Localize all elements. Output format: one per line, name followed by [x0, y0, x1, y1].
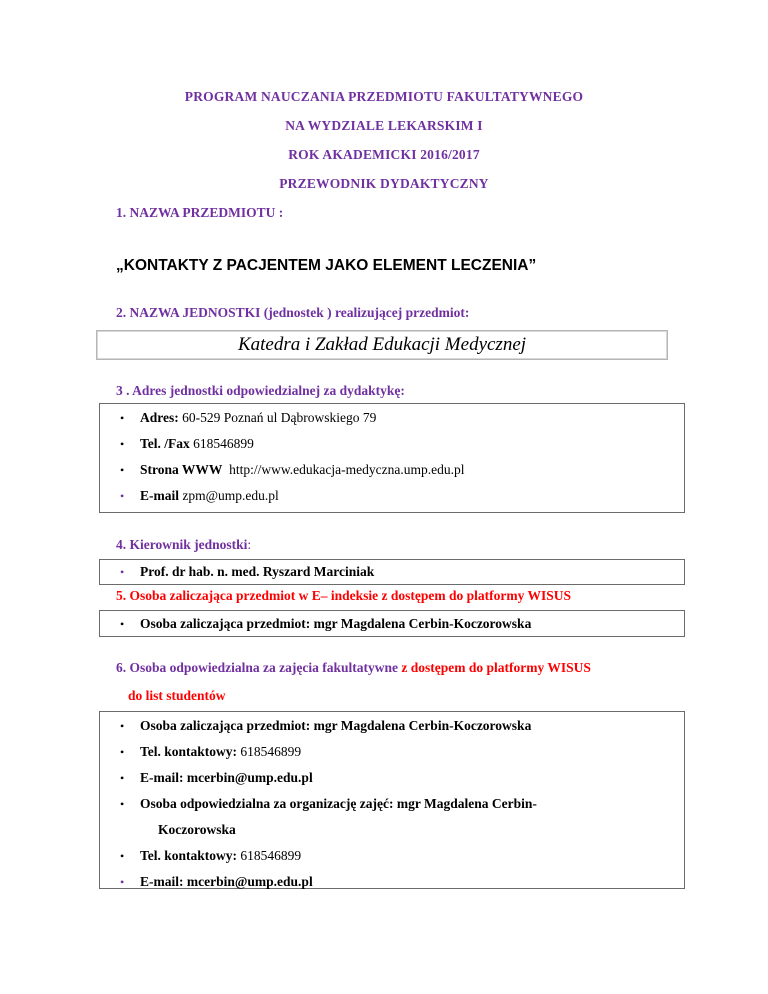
- section-6-heading-line2: do list studentów: [128, 688, 226, 703]
- organizer-name-cont: Koczorowska: [158, 822, 236, 837]
- section-6-heading-red: z dostępem do platformy WISUS: [401, 660, 591, 675]
- phone-fax-label: Tel. /Fax: [140, 436, 190, 451]
- website-label: Strona WWW: [140, 462, 223, 477]
- list-item: [100, 616, 684, 632]
- subject-name: „KONTAKTY Z PACJENTEM JAKO ELEMENT LECZENIA”: [116, 257, 537, 274]
- document-header: [0, 82, 768, 198]
- coordinator-box: [99, 711, 685, 889]
- phone-label: Tel. kontaktowy:: [140, 848, 238, 863]
- bullet-icon: •: [120, 565, 125, 579]
- section-3-heading: 3 . Adres jednostki odpowiedzialnej za dydaktykę:: [116, 383, 405, 398]
- list-item: [100, 796, 684, 822]
- list-item: [100, 410, 684, 436]
- phone-fax-value: 618546899: [189, 436, 254, 451]
- department-name: Katedra i Zakład Edukacji Medycznej: [237, 334, 527, 355]
- list-item: [100, 436, 684, 462]
- phone-label: Tel. kontaktowy:: [140, 744, 238, 759]
- grader-list: [100, 611, 684, 632]
- list-item: [100, 874, 684, 900]
- list-item: [100, 564, 684, 580]
- list-item: [100, 718, 684, 744]
- section-1-heading: 1. NAZWA PRZEDMIOTU :: [116, 205, 284, 220]
- section-6-heading-purple: 6. Osoba odpowiedzialna za zajęcia fakultatywne: [116, 660, 402, 675]
- list-item: [100, 848, 684, 874]
- section-4-heading: [116, 537, 251, 553]
- bullet-icon: •: [120, 617, 125, 631]
- address-list: [100, 404, 684, 514]
- grader-box: [99, 610, 685, 637]
- phone-value: 618546899: [237, 848, 302, 863]
- section-4-heading-colon: :: [247, 537, 252, 552]
- email-link[interactable]: E-mail: mcerbin@ump.edu.pl: [140, 874, 313, 889]
- website-link[interactable]: http://www.edukacja-medyczna.ump.edu.pl: [222, 462, 465, 477]
- address-box: [99, 403, 685, 513]
- bullet-icon: •: [120, 719, 125, 733]
- grader-name: Osoba zaliczająca przedmiot: mgr Magdalena Cerbin-Koczorowska: [140, 718, 532, 733]
- header-line-year: ROK AKADEMICKI 2016/2017: [288, 147, 480, 162]
- section-4-heading-text: 4. Kierownik jednostki: [116, 537, 248, 552]
- header-line-faculty: NA WYDZIALE LEKARSKIM I: [285, 118, 483, 133]
- coordinator-list: [100, 712, 684, 900]
- bullet-icon: •: [120, 437, 125, 451]
- list-item: [100, 744, 684, 770]
- bullet-icon: •: [120, 463, 125, 477]
- list-item: [100, 770, 684, 796]
- email-link[interactable]: E-mail: mcerbin@ump.edu.pl: [140, 770, 313, 785]
- bullet-icon: •: [120, 489, 125, 503]
- unit-head-name: Prof. dr hab. n. med. Ryszard Marciniak: [140, 564, 375, 579]
- address-value: 60-529 Poznań ul Dąbrowskiego 79: [178, 410, 377, 425]
- bullet-icon: •: [120, 875, 125, 889]
- grader-name: Osoba zaliczająca przedmiot: mgr Magdalena Cerbin-Koczorowska: [140, 616, 532, 631]
- bullet-icon: •: [120, 771, 125, 785]
- unit-head-box: [99, 559, 685, 585]
- bullet-icon: •: [120, 797, 125, 811]
- address-label: Adres:: [140, 410, 179, 425]
- header-line-guide: PRZEWODNIK DYDAKTYCZNY: [279, 176, 489, 191]
- section-5-heading: 5. Osoba zaliczająca przedmiot w E– indeksie z dostępem do platformy WISUS: [116, 588, 571, 603]
- bullet-icon: •: [120, 849, 125, 863]
- list-item-continuation: [100, 822, 684, 844]
- bullet-icon: •: [120, 411, 125, 425]
- department-box: [96, 330, 668, 360]
- list-item: [100, 462, 684, 488]
- list-item: [100, 488, 684, 514]
- section-6-heading: [116, 660, 591, 676]
- organizer-name: Osoba odpowiedzialna za organizację zajęć: mgr Magdalena Cerbin-: [140, 796, 537, 811]
- bullet-icon: •: [120, 745, 125, 759]
- email-label: E-mail: [140, 488, 179, 503]
- unit-head-list: [100, 560, 684, 580]
- phone-value: 618546899: [237, 744, 302, 759]
- header-line-program: PROGRAM NAUCZANIA PRZEDMIOTU FAKULTATYWNEGO: [184, 89, 584, 104]
- section-2-heading: 2. NAZWA JEDNOSTKI (jednostek ) realizującej przedmiot:: [116, 305, 470, 320]
- email-link[interactable]: zpm@ump.edu.pl: [179, 488, 279, 503]
